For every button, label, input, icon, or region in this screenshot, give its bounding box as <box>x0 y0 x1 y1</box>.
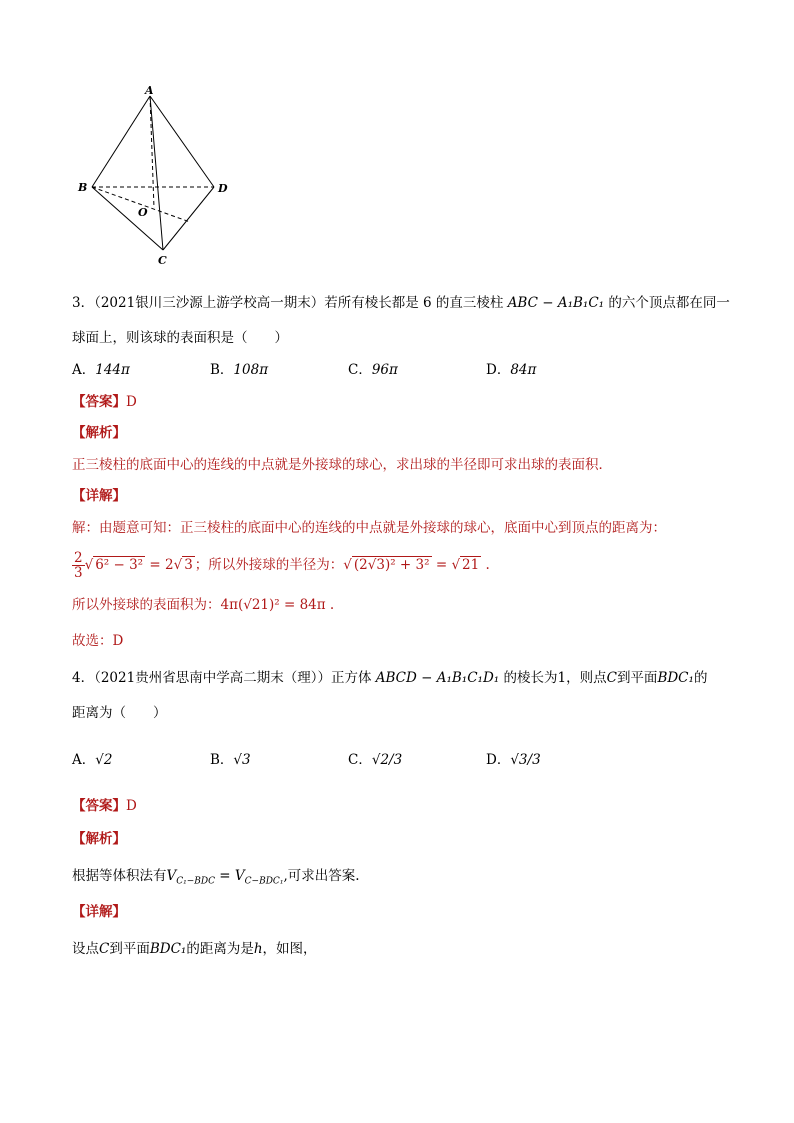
q4-option-a: A．√2 <box>72 752 113 768</box>
q4-cube: ABCD − A₁B₁C₁D₁ <box>375 670 500 686</box>
tetrahedron-figure <box>70 82 240 272</box>
edge-ab <box>92 96 150 187</box>
q4-answer: 【答案】D <box>72 798 137 814</box>
label-c: C <box>158 254 167 267</box>
q3-edge-length: 6 <box>423 295 432 311</box>
height-ao-hidden <box>150 96 154 208</box>
q3-detail-line2: $\frac{2}{3}$ √ 6² − 3² = 2√ 3 ；所以外接球的半径为：√ (2√3)² + 3² = √ 21 . <box>74 550 490 581</box>
edge-bc <box>92 187 163 250</box>
label-b: B <box>78 181 88 194</box>
q3-option-c: C．96π <box>348 362 398 378</box>
label-a: A <box>145 84 154 97</box>
q3-prism: ABC − A₁B₁C₁ <box>507 295 605 311</box>
q3-option-d: D．84π <box>486 362 537 378</box>
q3-analysis-label: 【解析】 <box>72 425 126 441</box>
q4-detail-label: 【详解】 <box>72 904 126 920</box>
label-d: D <box>218 182 228 195</box>
q3-source: （2021银川三沙源上游学校高一期末） <box>94 295 325 311</box>
q3-stem-line1: 3．（2021银川三沙源上游学校高一期末）若所有棱长都是 6 的直三棱柱 ABC − A₁B₁C₁ 的六个顶点都在同一 <box>72 295 730 311</box>
q4-option-d: D．√3/3 <box>486 752 541 768</box>
edge-ac <box>150 96 163 250</box>
q4-option-c: C．√2/3 <box>348 752 403 768</box>
label-o: O <box>138 206 148 219</box>
edge-dc <box>163 187 214 250</box>
q4-detail-text: 设点C到平面BDC₁的距离为是h，如图， <box>72 941 317 957</box>
fraction-two-thirds: $\frac{2}{3}$ <box>74 550 83 581</box>
q3-option-a: A．144π <box>72 362 130 378</box>
q4-analysis-label: 【解析】 <box>72 831 126 847</box>
q3-stem-line2: 球面上，则该球的表面积是（ ） <box>72 330 288 346</box>
edge-ad <box>150 96 214 187</box>
q4-analysis-text: 根据等体积法有$V_{C_1-BDC} = V_{C-BDC_1}$,可求出答案. <box>72 868 360 887</box>
q3-answer: 【答案】D <box>72 394 137 410</box>
q4-number: 4． <box>72 670 95 686</box>
q3-analysis-text: 正三棱柱的底面中心的连线的中点就是外接球的球心，求出球的半径即可求出球的表面积． <box>72 457 612 473</box>
q3-option-b: B．108π <box>210 362 269 378</box>
q3-detail-line1: 解：由题意可知：正三棱柱的底面中心的连线的中点就是外接球的球心，底面中心到顶点的距离为： <box>72 520 666 536</box>
q4-stem-line1: 4．（2021贵州省思南中学高二期末（理））正方体 ABCD − A₁B₁C₁D₁ 的棱长为1，则点C到平面BDC₁的 <box>72 670 708 686</box>
q3-detail-line3: 所以外接球的表面积为：4π(√21)² = 84π . <box>72 597 335 613</box>
q3-choose: 故选：D <box>72 633 124 649</box>
q4-stem-line2: 距离为（ ） <box>72 705 167 721</box>
q3-detail-label: 【详解】 <box>72 488 126 504</box>
q3-number: 3． <box>72 295 95 311</box>
q4-source: （2021贵州省思南中学高二期末（理）） <box>94 670 331 686</box>
q4-option-b: B．√3 <box>210 752 251 768</box>
